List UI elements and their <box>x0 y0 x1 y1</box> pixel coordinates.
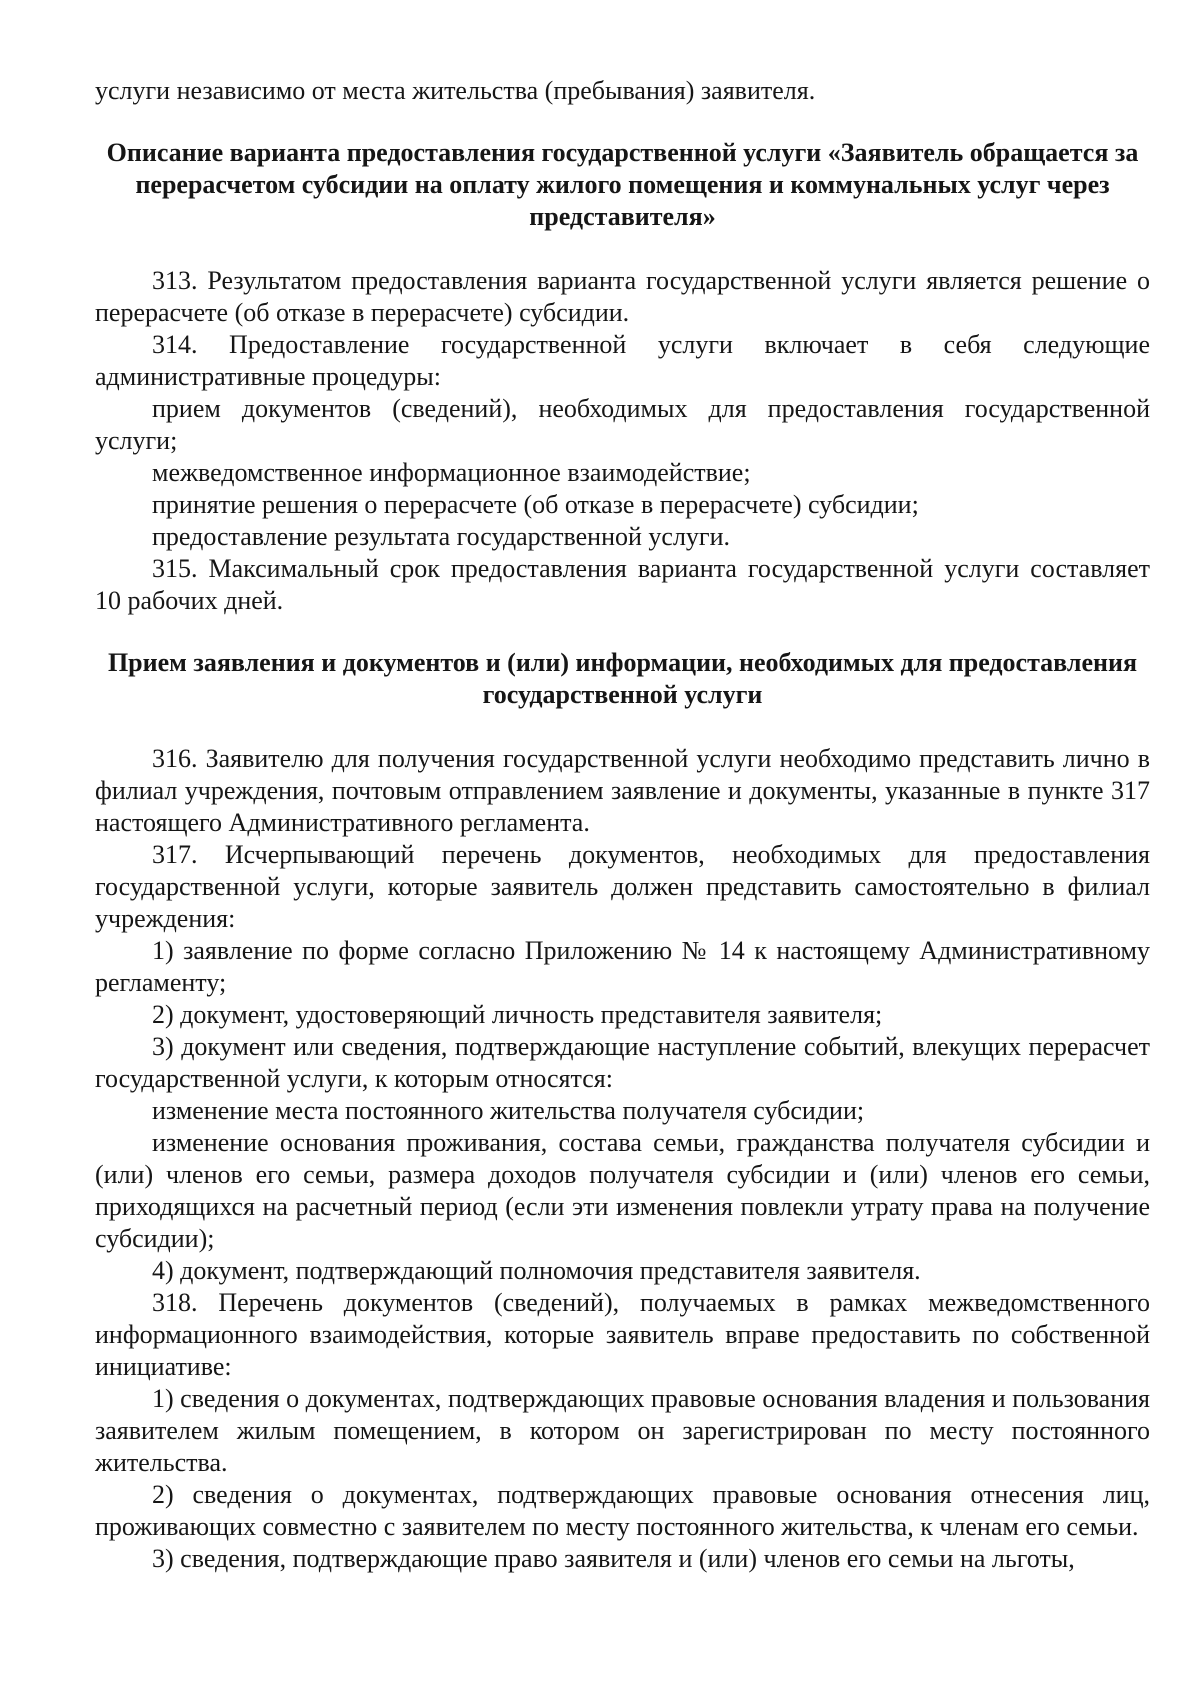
sub-item-residence-change: изменение места постоянного жительства получателя субсидии; <box>152 1096 865 1125</box>
paragraph-317: 317. Исчерпывающий перечень документов, необходимых для предоставления государственной услуги, которые заявитель должен представить самостоятельно в филиал учреждения: <box>95 840 1150 933</box>
document-page <box>95 75 1150 1575</box>
procedure-item-interaction: межведомственное информационное взаимодействие; <box>152 458 751 487</box>
info-item-1: 1) сведения о документах, подтверждающих правовые основания владения и пользования заявителем жилым помещением, в котором он зарегистрирован по месту постоянного жительства. <box>95 1384 1150 1477</box>
procedure-item-reception: прием документов (сведений), необходимых для предоставления государственной услуги; <box>95 394 1150 455</box>
paragraph-314: 314. Предоставление государственной услуги включает в себя следующие административные процедуры: <box>95 330 1150 391</box>
list-item-4: 4) документ, подтверждающий полномочия представителя заявителя. <box>152 1256 921 1285</box>
info-item-2: 2) сведения о документах, подтверждающих правовые основания отнесения лиц, проживающих совместно с заявителем по месту постоянного жительства, к членам его семьи. <box>95 1480 1150 1541</box>
procedure-item-decision: принятие решения о перерасчете (об отказе в перерасчете) субсидии; <box>152 490 919 519</box>
lead-line: услуги независимо от места жительства (пребывания) заявителя. <box>95 76 816 105</box>
paragraph-318: 318. Перечень документов (сведений), получаемых в рамках межведомственного информационного взаимодействия, которые заявитель вправе предоставить по собственной инициативе: <box>95 1288 1150 1381</box>
list-item-1: 1) заявление по форме согласно Приложению № 14 к настоящему Административному регламенту; <box>95 936 1150 997</box>
info-item-3: 3) сведения, подтверждающие право заявителя и (или) членов его семьи на льготы, <box>152 1544 1075 1573</box>
list-item-3: 3) документ или сведения, подтверждающие наступление событий, влекущих перерасчет государственной услуги, к которым относятся: <box>95 1032 1150 1093</box>
paragraph-316: 316. Заявителю для получения государственной услуги необходимо представить лично в филиал учреждения, почтовым отправлением заявление и документы, указанные в пункте 317 настоящего Административного регламента. <box>95 744 1150 837</box>
section-heading-reception: Прием заявления и документов и (или) информации, необходимых для предоставления государственной услуги <box>107 648 1138 709</box>
procedure-item-result: предоставление результата государственной услуги. <box>152 522 731 551</box>
paragraph-315: 315. Максимальный срок предоставления варианта государственной услуги составляет 10 рабочих дней. <box>95 554 1150 615</box>
list-item-2: 2) документ, удостоверяющий личность представителя заявителя; <box>152 1000 883 1029</box>
sub-item-basis-change: изменение основания проживания, состава семьи, гражданства получателя субсидии и (или) членов его семьи, размера доходов получателя субсидии и (или) членов его семьи, приходящихся на расчетный период (если эти изменения повлекли утрату права на получение субсидии); <box>95 1128 1150 1253</box>
section-heading-variant: Описание варианта предоставления государственной услуги «Заявитель обращается за перерасчетом субсидии на оплату жилого помещения и коммунальных услуг через представителя» <box>106 138 1139 231</box>
paragraph-313: 313. Результатом предоставления варианта государственной услуги является решение о перерасчете (об отказе в перерасчете) субсидии. <box>95 266 1150 327</box>
